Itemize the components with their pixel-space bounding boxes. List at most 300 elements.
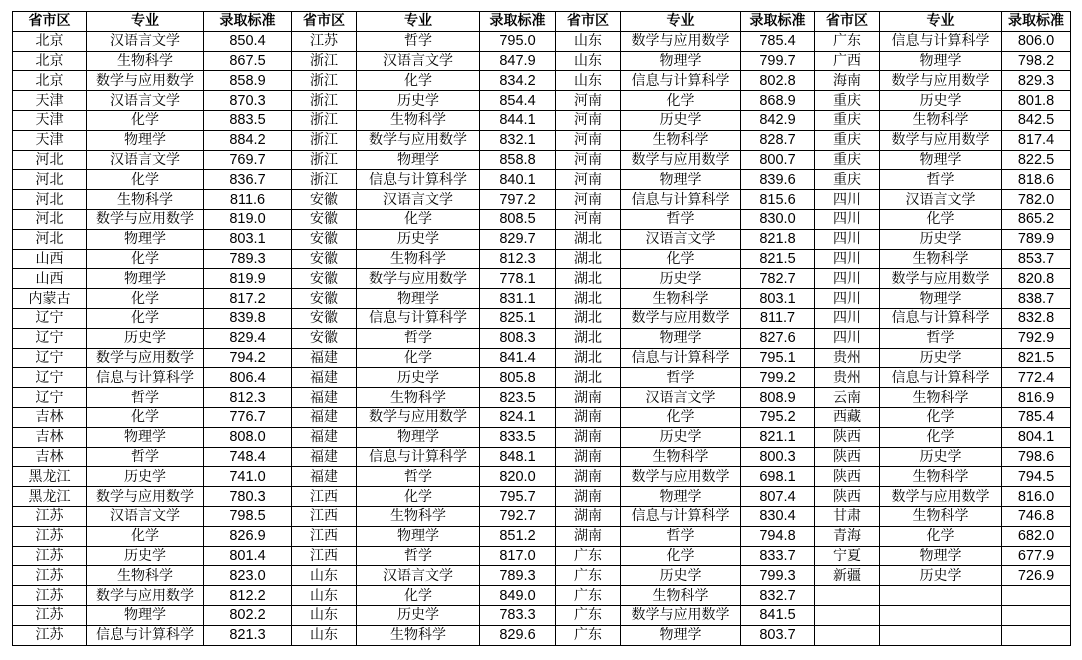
cell-score: 726.9 <box>1002 566 1071 586</box>
header-province: 省市区 <box>815 12 880 32</box>
cell-province: 湖南 <box>556 388 621 408</box>
cell-major: 汉语言文学 <box>880 190 1002 210</box>
cell-province: 河北 <box>13 150 87 170</box>
cell-major: 数学与应用数学 <box>621 605 741 625</box>
cell-score: 807.4 <box>741 487 815 507</box>
cell-major: 物理学 <box>621 170 741 190</box>
cell-province: 湖南 <box>556 506 621 526</box>
cell-province: 辽宁 <box>13 308 87 328</box>
cell-major: 数学与应用数学 <box>357 269 480 289</box>
cell-province: 河南 <box>556 130 621 150</box>
cell-major: 历史学 <box>880 447 1002 467</box>
cell-province: 天津 <box>13 130 87 150</box>
cell-province: 江苏 <box>292 31 357 51</box>
cell-province: 安徽 <box>292 308 357 328</box>
cell-score: 829.6 <box>480 625 556 645</box>
cell-major: 历史学 <box>880 229 1002 249</box>
cell-major <box>880 586 1002 606</box>
cell-province: 河南 <box>556 150 621 170</box>
cell-major: 物理学 <box>880 546 1002 566</box>
header-score: 录取标准 <box>741 12 815 32</box>
cell-score: 831.1 <box>480 289 556 309</box>
cell-major: 汉语言文学 <box>357 566 480 586</box>
cell-province: 海南 <box>815 71 880 91</box>
cell-major: 数学与应用数学 <box>621 467 741 487</box>
cell-score: 858.8 <box>480 150 556 170</box>
cell-major: 历史学 <box>880 566 1002 586</box>
cell-major: 化学 <box>621 407 741 427</box>
cell-province: 福建 <box>292 348 357 368</box>
cell-major: 哲学 <box>621 526 741 546</box>
cell-province: 河南 <box>556 170 621 190</box>
cell-major: 哲学 <box>357 546 480 566</box>
cell-province: 吉林 <box>13 447 87 467</box>
cell-major: 信息与计算科学 <box>87 368 204 388</box>
cell-province: 山东 <box>292 605 357 625</box>
cell-score: 803.1 <box>741 289 815 309</box>
cell-score: 818.6 <box>1002 170 1071 190</box>
cell-major: 哲学 <box>87 447 204 467</box>
table-row <box>13 110 1071 130</box>
header-major: 专业 <box>87 12 204 32</box>
cell-score: 780.3 <box>204 487 292 507</box>
cell-province: 北京 <box>13 51 87 71</box>
header-score: 录取标准 <box>480 12 556 32</box>
table-row <box>13 487 1071 507</box>
cell-major: 物理学 <box>621 487 741 507</box>
cell-major: 汉语言文学 <box>621 229 741 249</box>
header-province: 省市区 <box>292 12 357 32</box>
cell-major: 生物科学 <box>880 467 1002 487</box>
cell-major: 生物科学 <box>621 130 741 150</box>
cell-major: 物理学 <box>87 427 204 447</box>
cell-province: 安徽 <box>292 249 357 269</box>
cell-major: 物理学 <box>357 150 480 170</box>
cell-score: 804.1 <box>1002 427 1071 447</box>
header-major: 专业 <box>621 12 741 32</box>
cell-major: 化学 <box>621 546 741 566</box>
cell-major: 数学与应用数学 <box>880 269 1002 289</box>
cell-province: 河北 <box>13 209 87 229</box>
cell-score: 844.1 <box>480 110 556 130</box>
cell-province: 河南 <box>556 91 621 111</box>
cell-province: 北京 <box>13 71 87 91</box>
table-row <box>13 506 1071 526</box>
cell-score: 833.5 <box>480 427 556 447</box>
table-row <box>13 170 1071 190</box>
table-row <box>13 348 1071 368</box>
cell-province: 江西 <box>292 506 357 526</box>
cell-major: 汉语言文学 <box>357 51 480 71</box>
cell-major: 汉语言文学 <box>87 150 204 170</box>
cell-province: 吉林 <box>13 407 87 427</box>
cell-score: 812.3 <box>204 388 292 408</box>
cell-score: 806.0 <box>1002 31 1071 51</box>
cell-major: 历史学 <box>621 110 741 130</box>
table-row <box>13 605 1071 625</box>
cell-province: 西藏 <box>815 407 880 427</box>
cell-major: 化学 <box>880 526 1002 546</box>
cell-major: 信息与计算科学 <box>621 348 741 368</box>
cell-major: 化学 <box>87 308 204 328</box>
table-row <box>13 51 1071 71</box>
cell-major: 物理学 <box>87 605 204 625</box>
cell-major: 化学 <box>880 407 1002 427</box>
cell-score <box>1002 605 1071 625</box>
cell-major: 数学与应用数学 <box>87 209 204 229</box>
cell-score: 799.2 <box>741 368 815 388</box>
cell-score: 817.2 <box>204 289 292 309</box>
cell-province: 湖北 <box>556 348 621 368</box>
cell-major: 物理学 <box>621 51 741 71</box>
cell-major: 生物科学 <box>880 506 1002 526</box>
cell-score <box>1002 625 1071 645</box>
cell-score: 850.4 <box>204 31 292 51</box>
cell-score: 805.8 <box>480 368 556 388</box>
cell-province: 江苏 <box>13 546 87 566</box>
cell-province: 福建 <box>292 467 357 487</box>
cell-score: 820.8 <box>1002 269 1071 289</box>
cell-score: 746.8 <box>1002 506 1071 526</box>
cell-score: 842.5 <box>1002 110 1071 130</box>
cell-score: 800.3 <box>741 447 815 467</box>
cell-province: 陕西 <box>815 487 880 507</box>
cell-province: 吉林 <box>13 427 87 447</box>
cell-major: 数学与应用数学 <box>621 308 741 328</box>
cell-province: 湖南 <box>556 427 621 447</box>
cell-province: 河南 <box>556 190 621 210</box>
cell-province: 新疆 <box>815 566 880 586</box>
cell-score: 849.0 <box>480 586 556 606</box>
cell-province: 宁夏 <box>815 546 880 566</box>
cell-province: 黑龙江 <box>13 467 87 487</box>
cell-score: 838.7 <box>1002 289 1071 309</box>
table-row <box>13 388 1071 408</box>
cell-province: 辽宁 <box>13 388 87 408</box>
header-province: 省市区 <box>556 12 621 32</box>
cell-score: 839.8 <box>204 308 292 328</box>
cell-major: 数学与应用数学 <box>357 130 480 150</box>
cell-major: 生物科学 <box>357 388 480 408</box>
cell-score: 819.0 <box>204 209 292 229</box>
cell-score: 827.6 <box>741 328 815 348</box>
cell-score: 847.9 <box>480 51 556 71</box>
cell-score: 865.2 <box>1002 209 1071 229</box>
cell-score: 825.1 <box>480 308 556 328</box>
cell-province: 浙江 <box>292 51 357 71</box>
cell-province: 浙江 <box>292 71 357 91</box>
cell-major: 哲学 <box>621 209 741 229</box>
cell-province: 湖北 <box>556 269 621 289</box>
cell-province: 广东 <box>556 546 621 566</box>
cell-major: 数学与应用数学 <box>87 487 204 507</box>
cell-province: 安徽 <box>292 229 357 249</box>
cell-province: 福建 <box>292 388 357 408</box>
cell-major: 化学 <box>621 91 741 111</box>
cell-major: 化学 <box>357 209 480 229</box>
cell-major: 哲学 <box>87 388 204 408</box>
cell-province: 江西 <box>292 487 357 507</box>
cell-score: 884.2 <box>204 130 292 150</box>
cell-province: 黑龙江 <box>13 487 87 507</box>
cell-province: 四川 <box>815 269 880 289</box>
cell-province: 安徽 <box>292 328 357 348</box>
cell-province: 云南 <box>815 388 880 408</box>
cell-province: 陕西 <box>815 467 880 487</box>
cell-province: 江苏 <box>13 506 87 526</box>
cell-score: 832.8 <box>1002 308 1071 328</box>
cell-major: 哲学 <box>880 328 1002 348</box>
cell-score: 858.9 <box>204 71 292 91</box>
cell-province: 湖南 <box>556 407 621 427</box>
cell-score: 829.7 <box>480 229 556 249</box>
cell-score: 834.2 <box>480 71 556 91</box>
cell-major: 数学与应用数学 <box>87 348 204 368</box>
cell-province: 四川 <box>815 249 880 269</box>
cell-score: 792.9 <box>1002 328 1071 348</box>
cell-province: 河南 <box>556 209 621 229</box>
cell-province: 山东 <box>556 31 621 51</box>
cell-major: 数学与应用数学 <box>880 71 1002 91</box>
cell-score: 769.7 <box>204 150 292 170</box>
cell-major <box>880 605 1002 625</box>
cell-province: 福建 <box>292 427 357 447</box>
table-row <box>13 447 1071 467</box>
cell-major: 生物科学 <box>357 249 480 269</box>
cell-score: 817.0 <box>480 546 556 566</box>
cell-province: 湖南 <box>556 526 621 546</box>
cell-score: 821.1 <box>741 427 815 447</box>
cell-major: 哲学 <box>357 328 480 348</box>
cell-score: 808.0 <box>204 427 292 447</box>
cell-score: 830.4 <box>741 506 815 526</box>
cell-score: 819.9 <box>204 269 292 289</box>
cell-province: 重庆 <box>815 110 880 130</box>
cell-score: 816.0 <box>1002 487 1071 507</box>
cell-score: 839.6 <box>741 170 815 190</box>
cell-score: 808.5 <box>480 209 556 229</box>
cell-score: 812.3 <box>480 249 556 269</box>
cell-score: 789.3 <box>480 566 556 586</box>
cell-province: 广西 <box>815 51 880 71</box>
cell-province: 甘肃 <box>815 506 880 526</box>
cell-score: 868.9 <box>741 91 815 111</box>
cell-major <box>880 625 1002 645</box>
table-row <box>13 269 1071 289</box>
cell-score: 802.8 <box>741 71 815 91</box>
cell-province: 浙江 <box>292 150 357 170</box>
cell-province: 江苏 <box>13 625 87 645</box>
cell-score: 698.1 <box>741 467 815 487</box>
cell-major: 化学 <box>357 71 480 91</box>
cell-major: 信息与计算科学 <box>621 71 741 91</box>
cell-province: 安徽 <box>292 289 357 309</box>
cell-major: 历史学 <box>880 348 1002 368</box>
cell-major: 哲学 <box>880 170 1002 190</box>
table-row <box>13 586 1071 606</box>
cell-major: 信息与计算科学 <box>880 308 1002 328</box>
cell-major: 信息与计算科学 <box>87 625 204 645</box>
cell-major: 生物科学 <box>357 110 480 130</box>
cell-province: 贵州 <box>815 348 880 368</box>
cell-score: 799.3 <box>741 566 815 586</box>
cell-score: 842.9 <box>741 110 815 130</box>
cell-province: 重庆 <box>815 150 880 170</box>
cell-score: 748.4 <box>204 447 292 467</box>
table-row <box>13 209 1071 229</box>
cell-province: 湖北 <box>556 308 621 328</box>
cell-province: 湖北 <box>556 328 621 348</box>
cell-major: 生物科学 <box>87 51 204 71</box>
cell-major: 物理学 <box>357 427 480 447</box>
cell-province: 江苏 <box>13 566 87 586</box>
cell-major: 哲学 <box>621 368 741 388</box>
admission-table <box>12 11 1071 646</box>
cell-major: 信息与计算科学 <box>621 506 741 526</box>
cell-province: 四川 <box>815 328 880 348</box>
cell-major: 化学 <box>87 249 204 269</box>
cell-major: 生物科学 <box>880 249 1002 269</box>
cell-score: 782.0 <box>1002 190 1071 210</box>
cell-province: 浙江 <box>292 170 357 190</box>
cell-score: 803.1 <box>204 229 292 249</box>
cell-score: 794.2 <box>204 348 292 368</box>
cell-province: 安徽 <box>292 190 357 210</box>
cell-score: 822.5 <box>1002 150 1071 170</box>
cell-major: 物理学 <box>357 289 480 309</box>
cell-score: 808.3 <box>480 328 556 348</box>
table-row <box>13 71 1071 91</box>
table-row <box>13 566 1071 586</box>
cell-major: 物理学 <box>880 289 1002 309</box>
cell-score: 854.4 <box>480 91 556 111</box>
cell-province: 河北 <box>13 190 87 210</box>
cell-province: 重庆 <box>815 130 880 150</box>
header-major: 专业 <box>880 12 1002 32</box>
cell-score: 778.1 <box>480 269 556 289</box>
cell-major: 数学与应用数学 <box>87 586 204 606</box>
cell-major: 历史学 <box>87 546 204 566</box>
cell-score: 870.3 <box>204 91 292 111</box>
cell-score: 794.8 <box>741 526 815 546</box>
cell-province: 广东 <box>556 586 621 606</box>
cell-major: 历史学 <box>357 91 480 111</box>
cell-score: 806.4 <box>204 368 292 388</box>
cell-major: 生物科学 <box>357 506 480 526</box>
table-row <box>13 427 1071 447</box>
cell-score: 798.5 <box>204 506 292 526</box>
header-province: 省市区 <box>13 12 87 32</box>
cell-province: 湖北 <box>556 249 621 269</box>
cell-major: 化学 <box>357 487 480 507</box>
cell-major: 化学 <box>621 249 741 269</box>
cell-score: 811.7 <box>741 308 815 328</box>
table-row <box>13 249 1071 269</box>
cell-score: 836.7 <box>204 170 292 190</box>
table-row <box>13 546 1071 566</box>
table-row <box>13 407 1071 427</box>
cell-score: 795.2 <box>741 407 815 427</box>
cell-major: 数学与应用数学 <box>357 407 480 427</box>
cell-province: 天津 <box>13 110 87 130</box>
cell-major: 物理学 <box>621 625 741 645</box>
cell-score: 682.0 <box>1002 526 1071 546</box>
cell-score: 677.9 <box>1002 546 1071 566</box>
cell-province: 江西 <box>292 546 357 566</box>
cell-province: 四川 <box>815 229 880 249</box>
cell-score: 795.7 <box>480 487 556 507</box>
cell-major: 信息与计算科学 <box>357 308 480 328</box>
cell-score: 798.2 <box>1002 51 1071 71</box>
cell-major: 历史学 <box>621 269 741 289</box>
cell-score: 823.5 <box>480 388 556 408</box>
cell-major: 生物科学 <box>87 566 204 586</box>
cell-score: 772.4 <box>1002 368 1071 388</box>
cell-major: 历史学 <box>87 467 204 487</box>
cell-major: 生物科学 <box>357 625 480 645</box>
cell-province: 北京 <box>13 31 87 51</box>
cell-score: 840.1 <box>480 170 556 190</box>
cell-province <box>815 605 880 625</box>
cell-major: 化学 <box>880 209 1002 229</box>
table-row <box>13 130 1071 150</box>
cell-score: 829.4 <box>204 328 292 348</box>
cell-major: 汉语言文学 <box>87 91 204 111</box>
cell-score: 801.8 <box>1002 91 1071 111</box>
cell-major: 历史学 <box>357 229 480 249</box>
cell-province: 重庆 <box>815 170 880 190</box>
cell-score: 789.3 <box>204 249 292 269</box>
cell-score: 821.5 <box>741 249 815 269</box>
cell-score: 785.4 <box>1002 407 1071 427</box>
cell-province: 湖南 <box>556 487 621 507</box>
cell-score: 741.0 <box>204 467 292 487</box>
cell-major: 哲学 <box>357 31 480 51</box>
table-body <box>13 31 1071 645</box>
cell-major: 历史学 <box>621 566 741 586</box>
cell-score: 833.7 <box>741 546 815 566</box>
cell-score: 848.1 <box>480 447 556 467</box>
cell-province: 四川 <box>815 308 880 328</box>
cell-major: 数学与应用数学 <box>880 487 1002 507</box>
table-row <box>13 526 1071 546</box>
cell-score: 776.7 <box>204 407 292 427</box>
table-row <box>13 150 1071 170</box>
cell-province: 广东 <box>556 625 621 645</box>
cell-province: 浙江 <box>292 110 357 130</box>
header-score: 录取标准 <box>1002 12 1071 32</box>
cell-major: 信息与计算科学 <box>621 190 741 210</box>
table-row <box>13 91 1071 111</box>
table-row <box>13 467 1071 487</box>
cell-province: 江苏 <box>13 586 87 606</box>
cell-major: 汉语言文学 <box>621 388 741 408</box>
cell-province: 四川 <box>815 209 880 229</box>
cell-major: 信息与计算科学 <box>357 170 480 190</box>
cell-score: 782.7 <box>741 269 815 289</box>
cell-province: 湖南 <box>556 447 621 467</box>
cell-province: 湖北 <box>556 229 621 249</box>
cell-score: 823.0 <box>204 566 292 586</box>
cell-province: 青海 <box>815 526 880 546</box>
cell-province: 广东 <box>556 605 621 625</box>
cell-major: 物理学 <box>621 328 741 348</box>
table-row <box>13 625 1071 645</box>
cell-score: 841.5 <box>741 605 815 625</box>
cell-score: 795.1 <box>741 348 815 368</box>
cell-major: 化学 <box>87 407 204 427</box>
cell-province: 辽宁 <box>13 328 87 348</box>
